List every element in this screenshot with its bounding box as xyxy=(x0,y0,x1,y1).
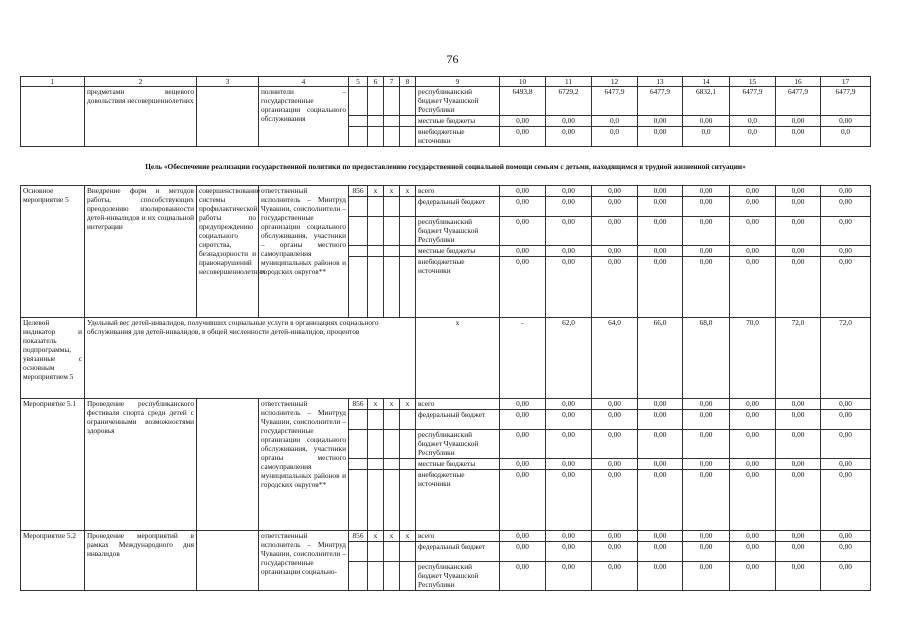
value-cell: 0,00 xyxy=(500,257,546,318)
cell-empty xyxy=(349,217,368,246)
column-number: 5 xyxy=(349,77,368,87)
cell-empty xyxy=(400,127,416,147)
cell-empty xyxy=(368,257,384,318)
column-number: 12 xyxy=(592,77,638,87)
code-vr: x xyxy=(400,531,416,542)
value-cell: 0,00 xyxy=(821,410,871,430)
funding-source: внебюджетные источники xyxy=(416,470,500,531)
expected-result: совершенствование системы профилактической работы по предупреждению социального сиротства, безнадзорности и правонарушений несовершеннолетних xyxy=(197,186,259,318)
column-number: 6 xyxy=(368,77,384,87)
funding-source: всего xyxy=(416,186,500,197)
value-cell: 0,00 xyxy=(638,542,683,562)
cell-empty xyxy=(349,542,368,562)
value-cell: 0,00 xyxy=(683,257,730,318)
value-cell: 0,00 xyxy=(776,186,821,197)
code-grbs: 856 xyxy=(349,399,368,410)
value-cell: 0,00 xyxy=(500,459,546,470)
funding-source: местные бюджеты xyxy=(416,459,500,470)
value-cell: 0,00 xyxy=(776,127,821,147)
value-cell: 0,00 xyxy=(730,459,776,470)
cell-empty xyxy=(368,116,384,127)
code-csr: x xyxy=(384,186,400,197)
value-cell: 0,00 xyxy=(730,430,776,459)
value-cell: 0,00 xyxy=(821,257,871,318)
value-cell: 0,00 xyxy=(821,470,871,531)
indicator-value: 68,0 xyxy=(683,318,730,399)
column-number: 1 xyxy=(21,77,85,87)
code-rz: x xyxy=(368,531,384,542)
value-cell: 0,00 xyxy=(592,542,638,562)
cell-empty xyxy=(384,127,400,147)
value-cell: 0,00 xyxy=(821,531,871,542)
cell-empty xyxy=(349,562,368,591)
value-cell: 0,00 xyxy=(592,186,638,197)
value-cell: 0,00 xyxy=(730,531,776,542)
value-cell: 0,00 xyxy=(500,542,546,562)
value-cell: 0,00 xyxy=(500,430,546,459)
value-cell: 0,00 xyxy=(683,470,730,531)
cell-empty xyxy=(368,410,384,430)
value-cell: 0,00 xyxy=(638,531,683,542)
value-cell: 0,00 xyxy=(821,246,871,257)
funding-source: федеральный бюджет xyxy=(416,197,500,217)
value-cell: 0,00 xyxy=(638,186,683,197)
event-row xyxy=(21,186,871,197)
column-number: 9 xyxy=(416,77,500,87)
column-number: 13 xyxy=(638,77,683,87)
event-label: Основное мероприятие 5 xyxy=(21,186,85,318)
executor: полнители – государственные организации социального обслуживания xyxy=(259,87,349,147)
value-cell: 0,00 xyxy=(592,470,638,531)
column-number: 10 xyxy=(500,77,546,87)
indicator-value: 72,0 xyxy=(821,318,871,399)
value-cell: 0,00 xyxy=(821,562,871,591)
code-rz: x xyxy=(368,186,384,197)
value-cell: 0,00 xyxy=(592,217,638,246)
value-cell: 0,00 xyxy=(546,410,592,430)
cell-empty xyxy=(384,430,400,459)
cell-empty xyxy=(384,217,400,246)
value-cell: 0,00 xyxy=(683,399,730,410)
value-cell: 6729,2 xyxy=(546,87,592,116)
indicator-value: 70,0 xyxy=(730,318,776,399)
value-cell: 0,00 xyxy=(592,459,638,470)
value-cell: 0,00 xyxy=(638,257,683,318)
cell-empty xyxy=(400,116,416,127)
indicator-value: 66,0 xyxy=(638,318,683,399)
value-cell: 0,00 xyxy=(683,562,730,591)
cell-empty xyxy=(400,257,416,318)
value-cell: 0,00 xyxy=(776,459,821,470)
value-cell: 0,00 xyxy=(592,399,638,410)
indicator-value: 64,0 xyxy=(592,318,638,399)
value-cell: 0,00 xyxy=(730,562,776,591)
funding-source: местные бюджеты xyxy=(416,246,500,257)
program-table xyxy=(20,76,871,591)
value-cell: 0,00 xyxy=(683,116,730,127)
value-cell: 0,00 xyxy=(546,531,592,542)
cell-empty xyxy=(349,87,368,116)
column-number: 15 xyxy=(730,77,776,87)
cell-empty xyxy=(400,87,416,116)
cell-empty xyxy=(349,459,368,470)
value-cell: 0,00 xyxy=(776,430,821,459)
cell-empty xyxy=(349,127,368,147)
cell-empty xyxy=(384,87,400,116)
value-cell: 6832,1 xyxy=(683,87,730,116)
funding-source: всего xyxy=(416,399,500,410)
column-number: 4 xyxy=(259,77,349,87)
code-grbs: 856 xyxy=(349,531,368,542)
executor: ответственный исполнитель – Минтруд Чувашии, соисполнители – государственные организации социального обслуживания, участники – органы местного самоуправления муниципальных районов и городских округов** xyxy=(259,186,349,318)
indicator-text: Удельный вес детей-инвалидов, получивших социальные услуги в организациях социального обслуживания для детей-инвалидов, в общей численности детей-инвалидов, процентов xyxy=(85,318,416,399)
event-name: предметами вещевого довольствия несовершеннолетних xyxy=(85,87,197,147)
cell-empty xyxy=(349,470,368,531)
event-row xyxy=(21,399,871,410)
cell-empty xyxy=(384,562,400,591)
value-cell: 0,00 xyxy=(500,127,546,147)
value-cell: 0,00 xyxy=(730,470,776,531)
cell-empty xyxy=(349,197,368,217)
value-cell: 0,00 xyxy=(500,246,546,257)
cell-empty xyxy=(384,410,400,430)
value-cell: 0,00 xyxy=(683,186,730,197)
code-csr: x xyxy=(384,531,400,542)
funding-source: республиканский бюджет Чувашской Республики xyxy=(416,562,500,591)
continuation-row xyxy=(21,87,871,116)
value-cell: 0,00 xyxy=(592,246,638,257)
value-cell: 0,00 xyxy=(546,562,592,591)
value-cell: 0,00 xyxy=(730,399,776,410)
value-cell: 0,00 xyxy=(821,542,871,562)
funding-source: республиканский бюджет Чувашской Республики xyxy=(416,217,500,246)
cell-empty xyxy=(349,246,368,257)
value-cell: 6477,9 xyxy=(730,87,776,116)
value-cell: 0,00 xyxy=(500,410,546,430)
value-cell: 0,00 xyxy=(500,470,546,531)
value-cell: 0,00 xyxy=(730,197,776,217)
value-cell: 0,00 xyxy=(821,116,871,127)
event-name: Внедрение форм и методов работы, способствующих преодолению изолированности детей-инвалидов и их социальной интеграции xyxy=(85,186,197,318)
indicator-value: 72,0 xyxy=(776,318,821,399)
value-cell: 0,0 xyxy=(730,116,776,127)
value-cell: 0,0 xyxy=(592,116,638,127)
cell-empty xyxy=(400,197,416,217)
column-number: 7 xyxy=(384,77,400,87)
column-number: 8 xyxy=(400,77,416,87)
value-cell: 0,00 xyxy=(683,197,730,217)
value-cell: 0,00 xyxy=(638,399,683,410)
value-cell: 0,00 xyxy=(821,459,871,470)
cell-empty xyxy=(400,562,416,591)
value-cell: 0,00 xyxy=(683,459,730,470)
value-cell: 6477,9 xyxy=(638,87,683,116)
value-cell: 0,00 xyxy=(592,562,638,591)
cell-empty xyxy=(400,410,416,430)
value-cell: 0,00 xyxy=(683,217,730,246)
value-cell: 0,00 xyxy=(592,430,638,459)
value-cell: 0,00 xyxy=(638,470,683,531)
cell-empty xyxy=(400,459,416,470)
value-cell: 0,00 xyxy=(730,410,776,430)
cell-empty xyxy=(21,87,85,147)
value-cell: 0,00 xyxy=(821,186,871,197)
value-cell: 0,00 xyxy=(776,197,821,217)
goal-row xyxy=(21,147,871,186)
value-cell: 0,00 xyxy=(683,542,730,562)
value-cell: 6477,9 xyxy=(592,87,638,116)
value-cell: 0,00 xyxy=(776,531,821,542)
value-cell: 0,00 xyxy=(546,127,592,147)
value-cell: 0,00 xyxy=(546,459,592,470)
value-cell: 0,00 xyxy=(638,217,683,246)
expected-result xyxy=(197,531,259,591)
value-cell: 0,00 xyxy=(592,257,638,318)
indicator-label: Целевой индикатор и показатель подпрограммы, увязанные с основным мероприятием 5 xyxy=(21,318,85,399)
funding-source: внебюджетные источники xyxy=(416,127,500,147)
value-cell: 0,00 xyxy=(592,410,638,430)
column-number: 14 xyxy=(683,77,730,87)
cell-empty xyxy=(384,459,400,470)
value-cell: 0,00 xyxy=(730,217,776,246)
code-csr: x xyxy=(384,399,400,410)
value-cell: 6493,8 xyxy=(500,87,546,116)
funding-source: федеральный бюджет xyxy=(416,542,500,562)
cell-empty xyxy=(368,217,384,246)
cell-empty xyxy=(400,217,416,246)
value-cell: 0,00 xyxy=(776,116,821,127)
value-cell: 0,00 xyxy=(638,410,683,430)
value-cell: 0,00 xyxy=(821,217,871,246)
value-cell: 0,00 xyxy=(730,246,776,257)
value-cell: 0,00 xyxy=(683,430,730,459)
value-cell: 0,00 xyxy=(776,562,821,591)
value-cell: 0,0 xyxy=(683,127,730,147)
event-label: Мероприятие 5.1 xyxy=(21,399,85,531)
column-number: 17 xyxy=(821,77,871,87)
event-label: Мероприятие 5.2 xyxy=(21,531,85,591)
cell-empty xyxy=(368,197,384,217)
cell-empty xyxy=(349,257,368,318)
value-cell: 0,00 xyxy=(638,116,683,127)
value-cell: 0,00 xyxy=(592,197,638,217)
column-number: 16 xyxy=(776,77,821,87)
value-cell: 0,00 xyxy=(776,246,821,257)
cell-empty xyxy=(400,246,416,257)
value-cell: 0,00 xyxy=(546,197,592,217)
value-cell: 0,00 xyxy=(500,186,546,197)
cell-empty xyxy=(400,470,416,531)
value-cell: 0,00 xyxy=(546,542,592,562)
cell-empty xyxy=(349,410,368,430)
value-cell: 0,00 xyxy=(638,430,683,459)
cell-empty xyxy=(368,459,384,470)
value-cell: 0,00 xyxy=(500,399,546,410)
page-number: 76 xyxy=(446,52,459,66)
cell-empty xyxy=(384,542,400,562)
expected-result xyxy=(197,399,259,531)
cell-empty xyxy=(368,87,384,116)
cell-empty xyxy=(349,430,368,459)
value-cell: 0,00 xyxy=(638,197,683,217)
funding-source: республиканский бюджет Чувашской Республики xyxy=(416,87,500,116)
value-cell: 0,00 xyxy=(683,246,730,257)
column-number: 2 xyxy=(85,77,197,87)
value-cell: 0,00 xyxy=(500,531,546,542)
value-cell: 0,00 xyxy=(500,197,546,217)
executor: ответственный исполнитель – Минтруд Чувашии, соисполнители – государственные организации социально- xyxy=(259,531,349,591)
value-cell: 0,0 xyxy=(592,127,638,147)
value-cell: 0,00 xyxy=(546,257,592,318)
value-cell: 0,00 xyxy=(776,217,821,246)
cell-empty xyxy=(384,197,400,217)
event-row xyxy=(21,531,871,542)
cell-empty xyxy=(349,116,368,127)
cell-empty xyxy=(368,246,384,257)
goal-title: Цель «Обеспечение реализации государственной политики по предоставлению государственной социальной помощи семьям с детьми, находящимся в трудной жизненной ситуации» xyxy=(21,147,871,186)
value-cell: 0,00 xyxy=(776,399,821,410)
event-name: Проведение республиканского фестиваля спорта среди детей с ограниченными возможностями здоровья xyxy=(85,399,197,531)
value-cell: 0,00 xyxy=(683,531,730,542)
cell-empty xyxy=(384,470,400,531)
value-cell: 0,00 xyxy=(592,531,638,542)
funding-source: всего xyxy=(416,531,500,542)
value-cell: 0,00 xyxy=(638,246,683,257)
funding-source: внебюджетные источники xyxy=(416,257,500,318)
funding-source: местные бюджеты xyxy=(416,116,500,127)
column-number: 11 xyxy=(546,77,592,87)
cell-empty xyxy=(400,430,416,459)
value-cell: 0,00 xyxy=(546,430,592,459)
code-vr: x xyxy=(400,399,416,410)
indicator-row xyxy=(21,318,871,399)
code-grbs: 856 xyxy=(349,186,368,197)
executor: ответственный исполнитель – Минтруд Чувашии, соисполнители – государственные организации социального обслуживания, участники органы местного самоуправления муниципальных районов и городских округов** xyxy=(259,399,349,531)
value-cell: 0,00 xyxy=(546,246,592,257)
indicator-value: - xyxy=(500,318,546,399)
value-cell: 0,00 xyxy=(500,562,546,591)
event-name: Проведение мероприятий в рамках Международного дня инвалидов xyxy=(85,531,197,591)
indicator-value: 62,0 xyxy=(546,318,592,399)
value-cell: 0,0 xyxy=(730,127,776,147)
value-cell: 0,00 xyxy=(500,217,546,246)
value-cell: 0,00 xyxy=(546,470,592,531)
value-cell: 0,00 xyxy=(730,186,776,197)
code-rz: x xyxy=(368,399,384,410)
cell-empty xyxy=(368,127,384,147)
value-cell: 0,00 xyxy=(776,542,821,562)
cell-empty xyxy=(368,562,384,591)
funding-source: федеральный бюджет xyxy=(416,410,500,430)
value-cell: 0,00 xyxy=(776,470,821,531)
value-cell: 0,00 xyxy=(638,562,683,591)
value-cell: 0,0 xyxy=(821,127,871,147)
indicator-mark: x xyxy=(416,318,500,399)
column-number: 3 xyxy=(197,77,259,87)
value-cell: 0,00 xyxy=(546,399,592,410)
value-cell: 6477,9 xyxy=(821,87,871,116)
cell-empty xyxy=(368,470,384,531)
value-cell: 0,00 xyxy=(546,116,592,127)
value-cell: 0,00 xyxy=(821,399,871,410)
value-cell: 0,00 xyxy=(821,197,871,217)
code-vr: x xyxy=(400,186,416,197)
funding-source: республиканский бюджет Чувашской Республики xyxy=(416,430,500,459)
cell-empty xyxy=(368,430,384,459)
cell-empty xyxy=(384,116,400,127)
value-cell: 0,00 xyxy=(546,217,592,246)
value-cell: 0,00 xyxy=(730,257,776,318)
value-cell: 0,00 xyxy=(776,410,821,430)
cell-empty xyxy=(384,257,400,318)
value-cell: 0,00 xyxy=(638,127,683,147)
value-cell: 0,00 xyxy=(638,459,683,470)
header-row xyxy=(21,77,871,87)
value-cell: 0,00 xyxy=(546,186,592,197)
value-cell: 6477,9 xyxy=(776,87,821,116)
cell-empty xyxy=(197,87,259,147)
value-cell: 0,00 xyxy=(683,410,730,430)
value-cell: 0,00 xyxy=(776,257,821,318)
cell-empty xyxy=(400,542,416,562)
cell-empty xyxy=(384,246,400,257)
value-cell: 0,00 xyxy=(821,430,871,459)
cell-empty xyxy=(368,542,384,562)
value-cell: 0,00 xyxy=(500,116,546,127)
value-cell: 0,00 xyxy=(730,542,776,562)
